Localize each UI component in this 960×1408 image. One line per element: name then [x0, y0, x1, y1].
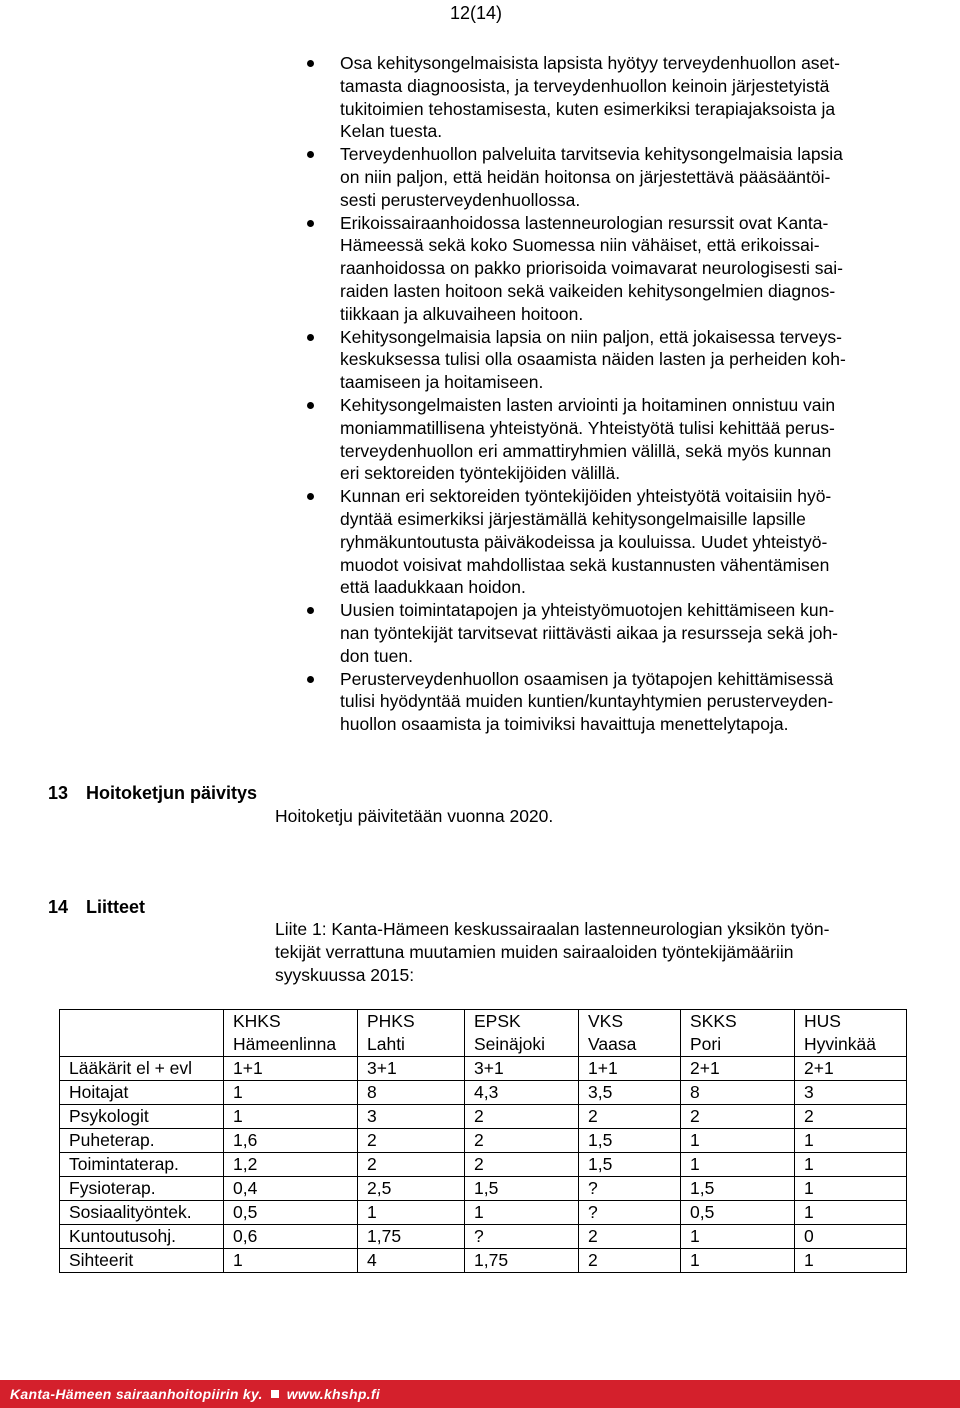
table-cell: Sosiaalityöntek. — [60, 1201, 224, 1225]
table-cell: 1,5 — [579, 1129, 681, 1153]
list-item: Perusterveydenhuollon osaamisen ja työtapojen kehittämisessä tulisi hyödyntää muiden kuntien/kuntayhtymien perusterveyden- huollon osaamista ja toimiviksi havaittuja menettelytapoja. — [304, 668, 900, 736]
bullet-icon — [307, 676, 314, 683]
table-cell: 1 — [795, 1201, 907, 1225]
table-cell: 1+1 — [579, 1057, 681, 1081]
table-cell: 1 — [681, 1129, 795, 1153]
table-cell: 2 — [579, 1105, 681, 1129]
table-cell: Psykologit — [60, 1105, 224, 1129]
table-cell: 2 — [465, 1129, 579, 1153]
table-cell: 1 — [224, 1105, 358, 1129]
section-13-text: Hoitoketju päivitetään vuonna 2020. — [275, 806, 554, 826]
section-14-heading: 14 Liitteet — [48, 897, 146, 917]
footer-org: Kanta-Hämeen sairaanhoitopiirin ky. — [10, 1386, 263, 1402]
table-row — [60, 1177, 907, 1201]
table-cell: 1 — [681, 1249, 795, 1273]
table-cell: 1+1 — [224, 1057, 358, 1081]
table-row — [60, 1225, 907, 1249]
table-cell: 2+1 — [795, 1057, 907, 1081]
staff-comparison-table — [59, 1009, 907, 1273]
page-number: 12(14) — [450, 3, 503, 23]
table-cell: 2 — [465, 1153, 579, 1177]
table-cell: 3 — [358, 1105, 465, 1129]
table-cell: 1,75 — [465, 1249, 579, 1273]
header-cell: SKKS Pori — [681, 1010, 795, 1057]
table-row — [60, 1057, 907, 1081]
list-item: Kehitysongelmaisia lapsia on niin paljon, että jokaisessa terveys- keskuksessa tulisi olla osaamista näiden lasten ja perheiden koh- taamiseen ja hoitamiseen. — [304, 326, 900, 394]
table-cell: 1,5 — [465, 1177, 579, 1201]
list-item: Kehitysongelmaisten lasten arviointi ja hoitaminen onnistuu vain moniammatillisena yhteistyönä. Yhteistyötä tulisi kehittää perus- terveydenhuollon eri ammattiryhmien välillä, sekä myös kunnan eri sektoreiden työntekijöiden välillä. — [304, 394, 900, 485]
table-cell: 1 — [795, 1153, 907, 1177]
bullet-icon — [307, 151, 314, 158]
table-cell: 2 — [465, 1105, 579, 1129]
table-cell: 0,5 — [681, 1201, 795, 1225]
table-cell: 2 — [579, 1225, 681, 1249]
table-cell: 1 — [465, 1201, 579, 1225]
table-cell: 1,5 — [579, 1153, 681, 1177]
table-cell: 2 — [358, 1129, 465, 1153]
list-item: Terveydenhuollon palveluita tarvitsevia kehitysongelmaisia lapsia on niin paljon, että heidän hoitonsa on järjestettävä pääsääntöi- sesti perusterveydenhuollossa. — [304, 143, 900, 211]
footer-bar — [0, 1380, 960, 1408]
table-cell: 0,5 — [224, 1201, 358, 1225]
bullet-icon — [307, 334, 314, 341]
list-item: Erikoissairaanhoidossa lastenneurologian resurssit ovat Kanta- Hämeessä sekä koko Suomessa niin vähäiset, että erikoissai- raanhoidossa on pakko priorisoida voimavarat neurologisesti sai- raiden lasten hoitoon sekä vaikeiden kehitysongelmien diagnos- tiikkaan ja alkuvaiheen hoitoon. — [304, 212, 900, 326]
bullet-icon — [307, 493, 314, 500]
table-header-row — [60, 1010, 907, 1057]
table-cell: 1 — [795, 1129, 907, 1153]
square-bullet-icon — [271, 1390, 279, 1398]
table-cell: Puheterap. — [60, 1129, 224, 1153]
list-item: Kunnan eri sektoreiden työntekijöiden yhteistyötä voitaisiin hyö- dyntää esimerkiksi järjestämällä kehitysongelmaisille lapsille ryhmäkuntoutusta päiväkodeissa ja kouluissa. Uudet yhteistyö- muodot voisivat mahdollistaa sekä kustannusten vähentämisen että laadukkaan hoidon. — [304, 485, 900, 599]
bullet-icon — [307, 607, 314, 614]
list-item: Osa kehitysongelmaisista lapsista hyötyy terveydenhuollon aset- tamasta diagnoosista, ja terveydenhuollon keinoin järjestetyistä tukitoimien tehostamisesta, kuten esimerkiksi terapiajaksoista ja Kelan tuesta. — [304, 52, 900, 143]
table-cell: 4,3 — [465, 1081, 579, 1105]
header-cell: PHKS Lahti — [358, 1010, 465, 1057]
table-cell: 0,6 — [224, 1225, 358, 1249]
bullet-icon — [307, 60, 314, 67]
table-cell: ? — [465, 1225, 579, 1249]
table-cell: ? — [579, 1177, 681, 1201]
bullet-list — [304, 52, 900, 736]
table-cell: Toimintaterap. — [60, 1153, 224, 1177]
table-row — [60, 1201, 907, 1225]
table-cell: Fysioterap. — [60, 1177, 224, 1201]
footer-text — [10, 1384, 380, 1404]
table-cell: 1 — [224, 1081, 358, 1105]
list-item: Uusien toimintatapojen ja yhteistyömuotojen kehittämiseen kun- nan työntekijät tarvitsevat riittävästi aikaa ja resursseja sekä joh- don tuen. — [304, 599, 900, 667]
table-row — [60, 1081, 907, 1105]
bullet-icon — [307, 402, 314, 409]
table-cell: Hoitajat — [60, 1081, 224, 1105]
table-cell: 3+1 — [465, 1057, 579, 1081]
header-cell: KHKS Hämeenlinna — [224, 1010, 358, 1057]
table-cell: 3,5 — [579, 1081, 681, 1105]
table-cell: 1 — [795, 1249, 907, 1273]
table-cell: 3 — [795, 1081, 907, 1105]
table-cell: 3+1 — [358, 1057, 465, 1081]
table-cell: 1,5 — [681, 1177, 795, 1201]
table-cell: 2 — [681, 1105, 795, 1129]
table-cell: 4 — [358, 1249, 465, 1273]
table-cell: 2,5 — [358, 1177, 465, 1201]
table-cell: 2+1 — [681, 1057, 795, 1081]
section-13-heading: 13 Hoitoketjun päivitys — [48, 783, 258, 803]
table-cell: Lääkärit el + evl — [60, 1057, 224, 1081]
table-cell: 1 — [358, 1201, 465, 1225]
table-cell: 2 — [579, 1249, 681, 1273]
table-cell: 1 — [795, 1177, 907, 1201]
table-cell: ? — [579, 1201, 681, 1225]
bullet-icon — [307, 220, 314, 227]
table-cell: 1 — [681, 1225, 795, 1249]
table-row — [60, 1153, 907, 1177]
header-cell: EPSK Seinäjoki — [465, 1010, 579, 1057]
footer-url[interactable]: www.khshp.fi — [286, 1386, 381, 1402]
table-cell: 2 — [795, 1105, 907, 1129]
header-cell: HUS Hyvinkää — [795, 1010, 907, 1057]
table-cell: 0,4 — [224, 1177, 358, 1201]
table-cell: 1 — [224, 1249, 358, 1273]
table-row — [60, 1249, 907, 1273]
table-cell: 8 — [681, 1081, 795, 1105]
table-cell: 1,75 — [358, 1225, 465, 1249]
table-cell: 2 — [358, 1153, 465, 1177]
table-cell: Kuntoutusohj. — [60, 1225, 224, 1249]
table-cell: 1,6 — [224, 1129, 358, 1153]
header-cell: VKS Vaasa — [579, 1010, 681, 1057]
attachment-caption: Liite 1: Kanta-Hämeen keskussairaalan lastenneurologian yksikön työn- tekijät verrattuna muutamien muiden sairaaloiden työntekijämääriin syyskuussa 2015: — [275, 919, 830, 985]
table-cell: 8 — [358, 1081, 465, 1105]
table-cell: 1 — [681, 1153, 795, 1177]
header-cell-empty — [60, 1010, 224, 1057]
table-row — [60, 1105, 907, 1129]
table-row — [60, 1129, 907, 1153]
table-cell: 0 — [795, 1225, 907, 1249]
table-cell: Sihteerit — [60, 1249, 224, 1273]
table-cell: 1,2 — [224, 1153, 358, 1177]
